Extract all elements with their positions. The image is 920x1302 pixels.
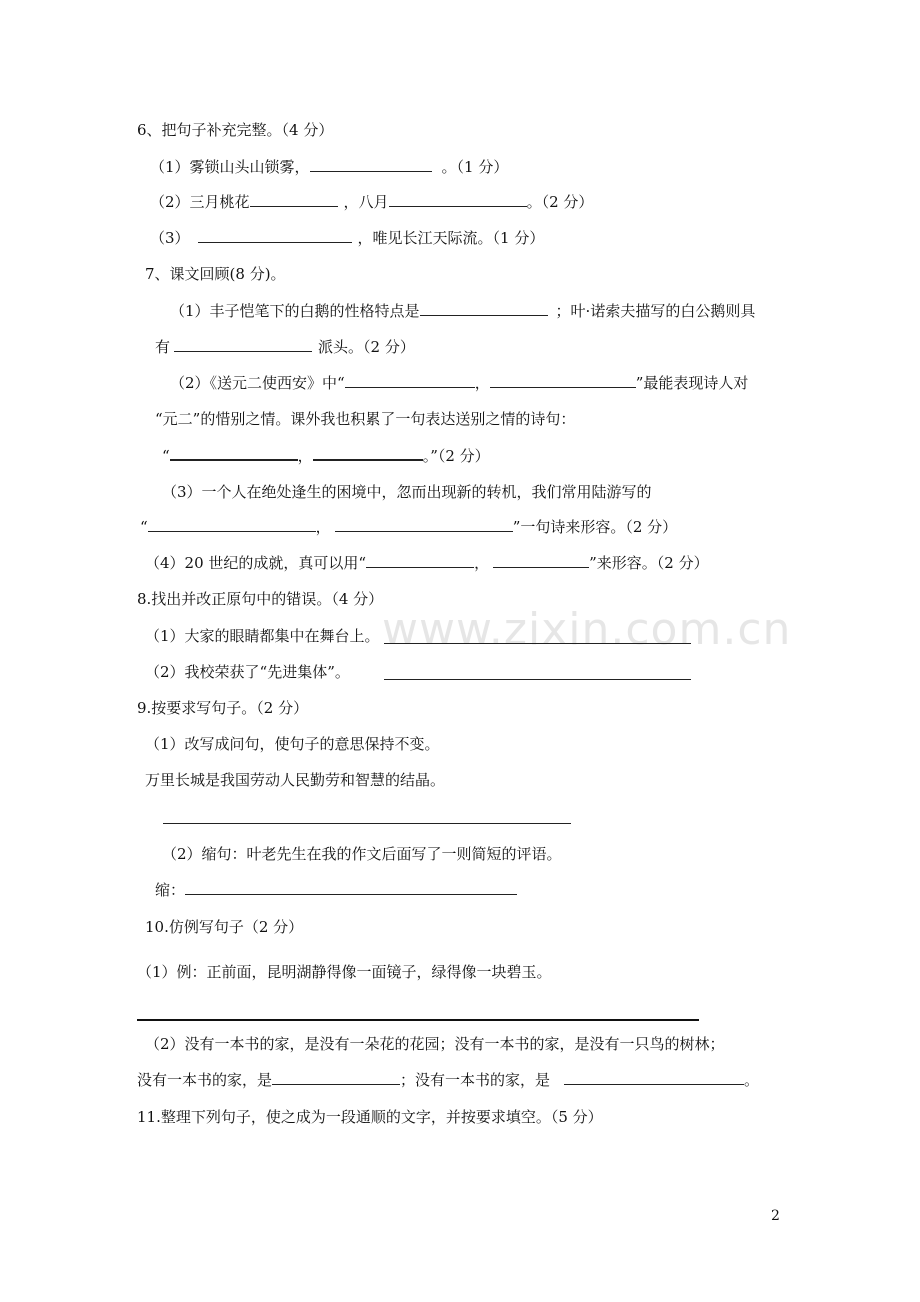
q8-1-answer-line[interactable] xyxy=(384,643,691,644)
q7-3-open-quote: “ xyxy=(140,518,148,536)
question-8-item-1: （1）大家的眼睛都集中在舞台上。 xyxy=(145,627,380,645)
q7-2-blank-1[interactable] xyxy=(345,373,475,388)
q7-4-comma: ， xyxy=(474,554,490,572)
q7-2-text-a: （2）《送元二使西安》中“ xyxy=(170,374,345,392)
q6-3-blank[interactable] xyxy=(198,228,352,243)
q7-2-blank-2[interactable] xyxy=(490,373,636,388)
q7-1-text-b: ；叶·诺索夫描写的白公鹅则具 xyxy=(555,302,756,320)
question-9-title: 9.按要求写句子。（2 分） xyxy=(137,699,309,717)
q7-1-text-d: 派头。（2 分） xyxy=(318,338,415,356)
q6-3-text-b: ，唯见长江天际流。（1 分） xyxy=(357,229,545,247)
question-9-item-1: （1）改写成问句，使句子的意思保持不变。 xyxy=(145,735,440,753)
q10-2-blank-2[interactable] xyxy=(564,1070,744,1085)
q9-2-blank[interactable] xyxy=(185,880,517,895)
q7-2-text-g: 。”（2 分） xyxy=(422,447,490,465)
q7-1-blank-2[interactable] xyxy=(174,337,312,352)
question-9-item-2-answer xyxy=(155,880,517,900)
question-7-item-1-cont xyxy=(155,337,415,357)
question-6-item-3 xyxy=(150,228,544,248)
question-7-title: 7、课文回顾(8 分)。 xyxy=(145,265,286,283)
q6-1-text-b: 。（1 分） xyxy=(441,158,509,176)
q7-3-blank-1[interactable] xyxy=(148,517,316,532)
q6-2-blank-1[interactable] xyxy=(250,192,338,207)
q7-4-text-c: ”来形容。（2 分） xyxy=(589,554,709,572)
question-7-item-1 xyxy=(170,301,755,321)
question-7-item-3-cont xyxy=(140,517,677,537)
q7-2-comma: ， xyxy=(297,447,313,465)
q6-2-text-c: 。（2 分） xyxy=(526,193,594,211)
question-7-item-3: （3）一个人在绝处逢生的困境中，忽而出现新的转机，我们常用陆游写的 xyxy=(162,483,652,501)
q7-2-blank-4[interactable] xyxy=(313,445,423,461)
q9-1-answer-line[interactable] xyxy=(163,823,571,824)
q7-2-text-b: ， xyxy=(474,374,490,392)
q9-2-label: 缩： xyxy=(155,881,186,899)
q7-4-blank-1[interactable] xyxy=(366,553,474,568)
q7-1-text-a: （1）丰子恺笔下的白鹅的性格特点是 xyxy=(170,302,420,320)
q7-2-open-quote: “ xyxy=(162,447,170,465)
question-7-item-4 xyxy=(145,553,709,573)
q7-2-blank-3[interactable] xyxy=(170,445,298,461)
question-10-item-2: （2）没有一本书的家，是没有一朵花的花园；没有一本书的家，是没有一只鸟的树林； xyxy=(145,1035,725,1053)
q7-3-blank-2[interactable] xyxy=(335,517,513,532)
watermark: www.zixin.com.cn xyxy=(382,604,792,655)
question-9-item-2: （2）缩句：叶老先生在我的作文后面写了一则简短的评语。 xyxy=(162,845,562,863)
question-8-item-2: （2）我校荣获了“先进集体”。 xyxy=(145,663,350,681)
page-number: 2 xyxy=(771,1208,780,1224)
question-10-item-2-cont xyxy=(137,1070,759,1090)
question-6-item-2 xyxy=(150,192,593,212)
q6-1-text-a: （1）雾锁山头山锁雾， xyxy=(150,158,310,176)
q10-2-text-d: 。 xyxy=(744,1071,760,1089)
q6-1-blank[interactable] xyxy=(310,157,432,172)
q6-2-blank-2[interactable] xyxy=(389,192,527,207)
question-7-item-2-poem xyxy=(162,445,490,466)
q8-2-answer-line[interactable] xyxy=(384,679,691,680)
q6-2-text-a: （2）三月桃花 xyxy=(150,193,250,211)
q10-2-text-b: 没有一本书的家，是 xyxy=(137,1071,273,1089)
q10-2-blank-1[interactable] xyxy=(272,1070,400,1085)
q7-2-text-c: ”最能表现诗人对 xyxy=(635,374,749,392)
question-10-item-1: （1）例：正前面，昆明湖静得像一面镜子，绿得像一块碧玉。 xyxy=(137,963,552,981)
q10-2-text-c: ；没有一本书的家，是 xyxy=(400,1071,551,1089)
q7-4-blank-2[interactable] xyxy=(493,553,589,568)
question-7-item-2 xyxy=(170,373,748,393)
question-11-title: 11.整理下列句子，使之成为一段通顺的文字，并按要求填空。（5 分） xyxy=(137,1108,603,1126)
question-6-item-1 xyxy=(150,157,508,177)
question-8-title: 8.找出并改正原句中的错误。（4 分） xyxy=(137,590,384,608)
q7-4-text-a: （4）20 世纪的成就，真可以用“ xyxy=(145,554,367,572)
question-10-title: 10.仿例写句子（2 分） xyxy=(145,918,304,936)
q7-3-text-d: ”一句诗来形容。（2 分） xyxy=(512,518,678,536)
question-9-item-1-sentence: 万里长城是我国劳动人民勤劳和智慧的结晶。 xyxy=(145,771,446,789)
q10-1-answer-line[interactable] xyxy=(137,1019,699,1021)
q7-1-text-c: 有 xyxy=(155,338,171,356)
q7-3-comma: ， xyxy=(315,518,331,536)
question-6-title: 6、把句子补充完整。（4 分） xyxy=(137,121,334,139)
q6-3-text-a: （3） xyxy=(150,229,190,247)
q6-2-text-b: ，八月 xyxy=(343,193,389,211)
question-7-item-2-cont: “元二”的惜别之情。课外我也积累了一句表达送别之情的诗句： xyxy=(155,410,576,428)
q7-1-blank-1[interactable] xyxy=(420,301,548,316)
